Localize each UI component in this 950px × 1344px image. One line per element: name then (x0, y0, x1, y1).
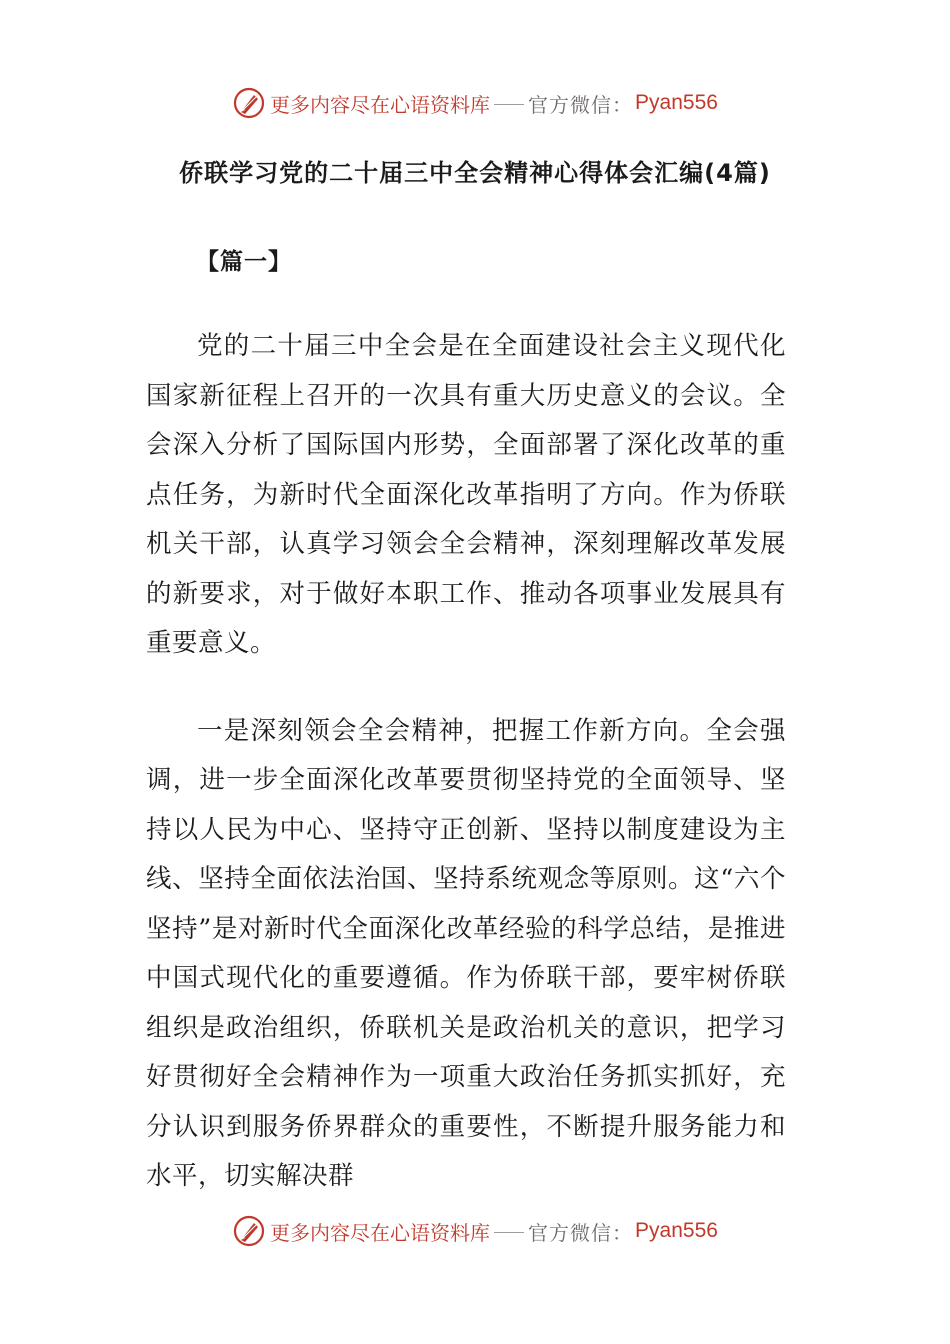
watermark-official-label: 官方微信： (528, 1220, 634, 1245)
watermark-banner-bottom (0, 1211, 950, 1251)
body-paragraph: 党的二十届三中全会是在全面建设社会主义现代化国家新征程上召开的一次具有重大历史意义的会议。全会深入分析了国际国内形势，全面部署了深化改革的重点任务，为新时代全面深化改革指明了方向。作为侨联机关干部，认真学习领会全会精神，深刻理解改革发展的新要求，对于做好本职工作、推动各项事业发展具有重要意义。 (146, 331, 786, 658)
watermark-dash (494, 104, 524, 105)
pen-nib-logo-icon (232, 1214, 266, 1248)
pen-nib-logo-icon (232, 86, 266, 120)
watermark-wechat-id: Pyan556 (635, 1219, 718, 1242)
watermark-official-label: 官方微信： (528, 92, 634, 117)
watermark-banner-top (0, 83, 950, 123)
body-paragraph: 一是深刻领会全会精神，把握工作新方向。全会强调，进一步全面深化改革要贯彻坚持党的全面领导、坚持以人民为中心、坚持守正创新、坚持以制度建设为主线、坚持全面依法治国、坚持系统观念等原则。这“六个坚持”是对新时代全面深化改革经验的科学总结，是推进中国式现代化的重要遵循。作为侨联干部，要牢树侨联组织是政治组织，侨联机关是政治机关的意识，把学习好贯彻好全会精神作为一项重大政治任务抓实抓好，充分认识到服务侨界群众的重要性，不断提升服务能力和水平，切实解决群 (146, 715, 786, 1191)
watermark-dash (494, 1232, 524, 1233)
section-heading: 【篇一】 (196, 249, 292, 275)
document-title: 侨联学习党的二十届三中全会精神心得体会汇编(4篇) (179, 159, 771, 187)
document-body (146, 322, 786, 1240)
watermark-brand-text: 更多内容尽在心语资料库 (270, 1220, 491, 1245)
watermark-wechat-id: Pyan556 (635, 91, 718, 114)
watermark-brand-text: 更多内容尽在心语资料库 (270, 92, 491, 117)
